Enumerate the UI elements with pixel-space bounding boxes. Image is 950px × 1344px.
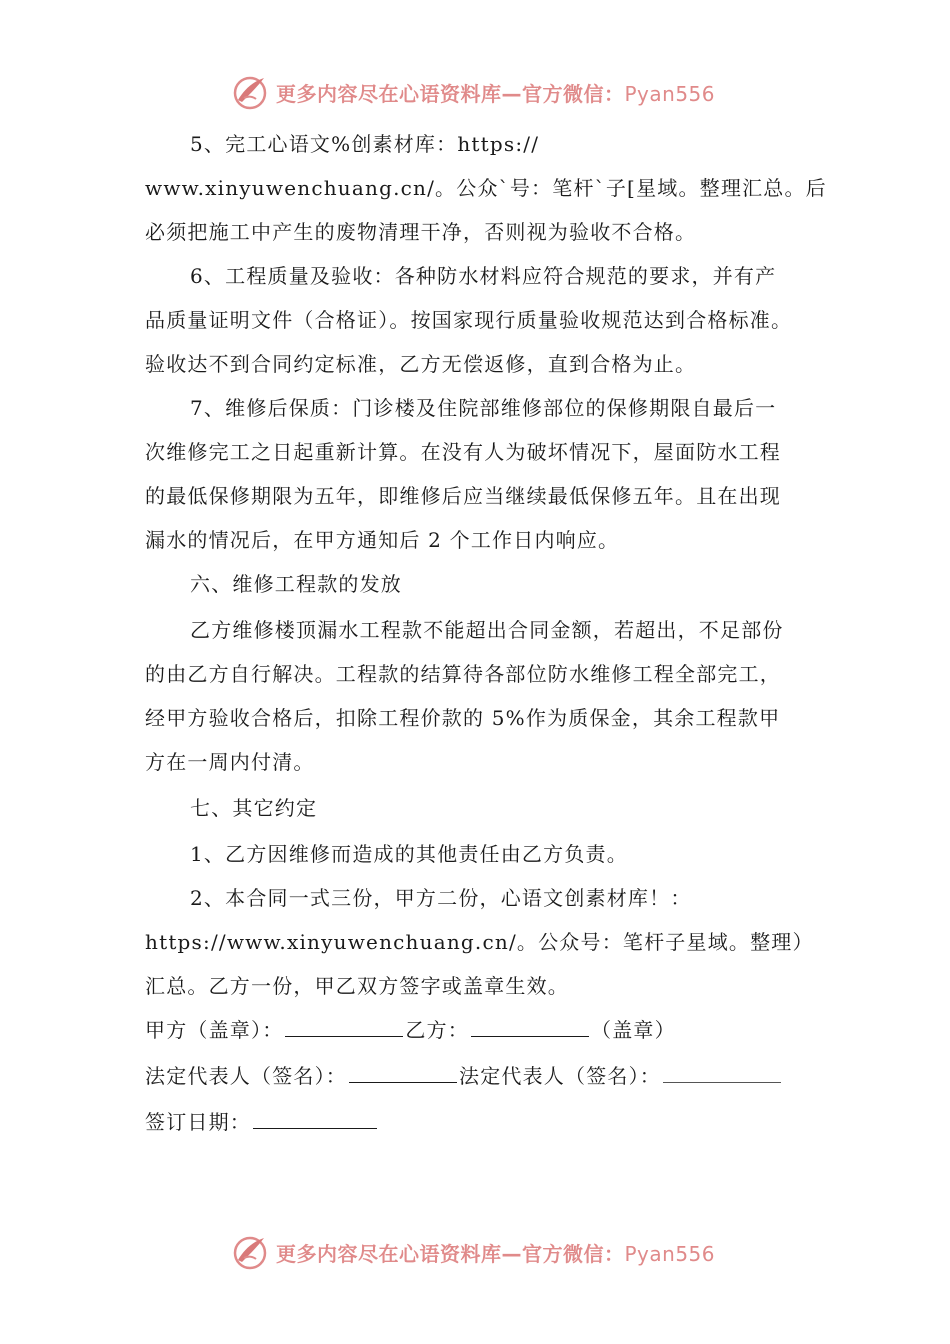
rep-b-blank[interactable] [663, 1056, 781, 1083]
party-a-label: 甲方（盖章）： [145, 1018, 284, 1042]
footer-banner [230, 1232, 715, 1272]
paragraph-line: 5、完工心语文%创素材库：https:// [190, 132, 540, 156]
paragraph-line: 1、乙方因维修而造成的其他责任由乙方负责。 [190, 842, 628, 866]
paragraph-line: 7、维修后保质：门诊楼及住院部维修部位的保修期限自最后一 [190, 396, 777, 420]
paragraph-line: 验收达不到合同约定标准，乙方无偿返修，直到合格为止。 [145, 352, 697, 376]
paragraph-line: www.xinyuwenchuang.cn/。公众`号：笔杆`子[星域。整理汇总。后 [145, 176, 827, 200]
calligraphy-brush-logo-icon [230, 1232, 270, 1272]
paragraph-line: 2、本合同一式三份，甲方二份，心语文创素材库！： [190, 886, 692, 910]
party-b-label: 乙方： [405, 1018, 470, 1042]
paragraph-line: 经甲方验收合格后，扣除工程价款的 5%作为质保金，其余工程款甲 [145, 706, 781, 730]
paragraph-line: 方在一周内付清。 [145, 750, 315, 774]
signature-row-date [145, 1100, 379, 1144]
signature-row-parties [145, 1008, 676, 1052]
date-blank[interactable] [253, 1102, 377, 1129]
banner-text: 更多内容尽在心语资料库—官方微信：Pyan556 [276, 81, 716, 106]
rep-b-label: 法定代表人（签名）： [459, 1064, 661, 1088]
paragraph-line: 次维修完工之日起重新计算。在没有人为破坏情况下，屋面防水工程 [145, 440, 781, 464]
paragraph-line: 漏水的情况后，在甲方通知后 2 个工作日内响应。 [145, 528, 620, 552]
rep-a-blank[interactable] [349, 1056, 457, 1083]
paragraph-line: 乙方维修楼顶漏水工程款不能超出合同金额，若超出，不足部份 [190, 618, 784, 642]
paragraph-line: 的由乙方自行解决。工程款的结算待各部位防水维修工程全部完工， [145, 662, 781, 686]
date-label: 签订日期： [145, 1110, 251, 1134]
section-heading: 七、其它约定 [190, 796, 318, 820]
party-b-blank[interactable] [471, 1010, 589, 1037]
paragraph-line: https://www.xinyuwenchuang.cn/。公众号：笔杆子星域。整理） [145, 930, 814, 954]
banner-text: 更多内容尽在心语资料库—官方微信：Pyan556 [276, 1241, 716, 1266]
rep-a-label: 法定代表人（签名）： [145, 1064, 347, 1088]
wechat-id: Pyan556 [624, 1241, 716, 1266]
section-heading: 六、维修工程款的发放 [190, 572, 402, 596]
calligraphy-brush-logo-icon [230, 72, 270, 112]
paragraph-line: 品质量证明文件（合格证）。按国家现行质量验收规范达到合格标准。 [145, 308, 793, 332]
paragraph-line: 汇总。乙方一份，甲乙双方签字或盖章生效。 [145, 974, 569, 998]
wechat-id: Pyan556 [624, 81, 716, 106]
paragraph-line: 的最低保修期限为五年，即维修后应当继续最低保修五年。且在出现 [145, 484, 781, 508]
party-a-blank[interactable] [285, 1010, 403, 1037]
signature-row-representatives [145, 1054, 783, 1098]
header-banner [230, 72, 715, 112]
seal-label: （盖章） [591, 1018, 676, 1042]
paragraph-line: 6、工程质量及验收：各种防水材料应符合规范的要求，并有产 [190, 264, 777, 288]
paragraph-line: 必须把施工中产生的废物清理干净，否则视为验收不合格。 [145, 220, 697, 244]
